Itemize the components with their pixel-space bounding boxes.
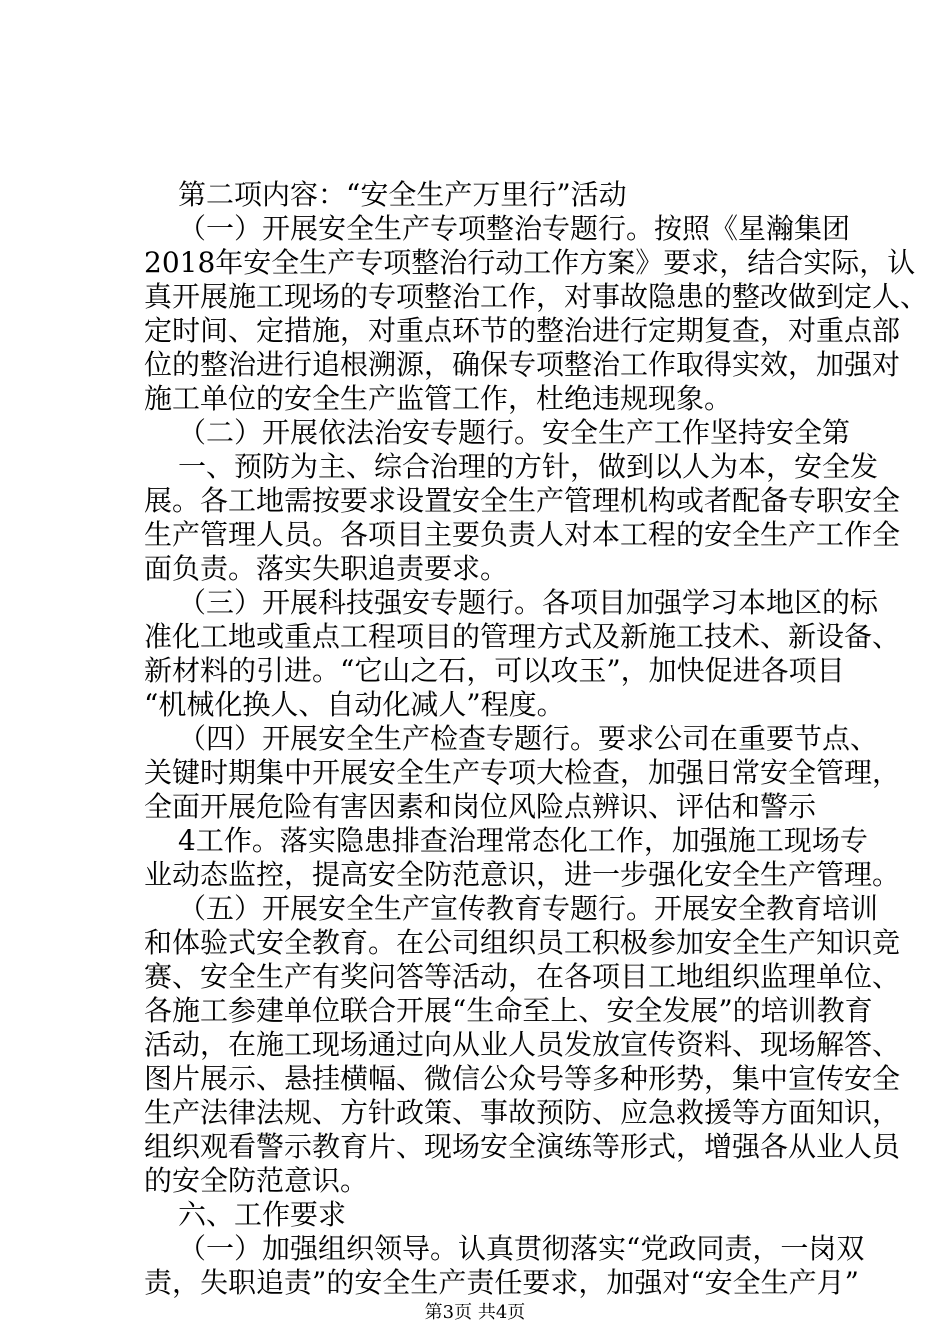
paragraph-line: 图片展示、悬挂横幅、微信公众号等多种形势，集中宣传安全 xyxy=(144,1062,901,1095)
paragraph-line: 和体验式安全教育。在公司组织员工积极参加安全生产知识竞 xyxy=(144,926,901,959)
paragraph-line: （三）开展科技强安专题行。各项目加强学习本地区的标 xyxy=(178,586,879,619)
paragraph-line: 一、预防为主、综合治理的方针，做到以人为本，安全发 xyxy=(178,450,879,483)
paragraph-line: 真开展施工现场的专项整治工作，对事故隐患的整改做到定人、 xyxy=(144,280,929,313)
paragraph-line: 生产管理人员。各项目主要负责人对本工程的安全生产工作全 xyxy=(144,518,901,551)
paragraph-line: （五）开展安全生产宣传教育专题行。开展安全教育培训 xyxy=(178,892,879,925)
paragraph-line: （一）加强组织领导。认真贯彻落实“党政同责，一岗双 xyxy=(178,1232,865,1265)
paragraph-line: 展。各工地需按要求设置安全生产管理机构或者配备专职安全 xyxy=(144,484,901,517)
paragraph-line: 施工单位的安全生产监管工作，杜绝违规现象。 xyxy=(144,382,733,415)
paragraph-line: （一）开展安全生产专项整治专题行。按照《星瀚集团 xyxy=(178,212,851,245)
paragraph-line: 新材料的引进。“它山之石，可以攻玉”，加快促进各项目 xyxy=(144,654,845,687)
paragraph-line: 组织观看警示教育片、现场安全演练等形式，增强各从业人员 xyxy=(144,1130,901,1163)
section-heading: 六、工作要求 xyxy=(178,1198,347,1231)
paragraph-line: 关键时期集中开展安全生产专项大检查，加强日常安全管理， xyxy=(144,756,901,789)
paragraph-line: 活动，在施工现场通过向从业人员发放宣传资料、现场解答、 xyxy=(144,1028,901,1061)
paragraph-line: “机械化换人、自动化减人”程度。 xyxy=(144,688,565,721)
paragraph-line: 各施工参建单位联合开展“生命至上、安全发展”的培训教育 xyxy=(144,994,873,1027)
paragraph-line: 生产法律法规、方针政策、事故预防、应急救援等方面知识， xyxy=(144,1096,901,1129)
paragraph-line: 赛、安全生产有奖问答等活动，在各项目工地组织监理单位、 xyxy=(144,960,901,993)
paragraph-line: （二）开展依法治安专题行。安全生产工作坚持安全第 xyxy=(178,416,851,449)
paragraph-line: 业动态监控，提高安全防范意识，进一步强化安全生产管理。 xyxy=(144,858,901,891)
paragraph-line: 的安全防范意识。 xyxy=(144,1164,369,1197)
paragraph-line: 定时间、定措施，对重点环节的整治进行定期复查，对重点部 xyxy=(144,314,901,347)
paragraph-line: 4工作。落实隐患排查治理常态化工作，加强施工现场专 xyxy=(178,824,868,857)
page-footer: 第3页 共4页 xyxy=(424,1302,526,1323)
paragraph-line: 全面开展危险有害因素和岗位风险点辨识、评估和警示 xyxy=(144,790,817,823)
paragraph-line: 2018年安全生产专项整治行动工作方案》要求，结合实际，认 xyxy=(144,246,916,279)
section-heading: 第二项内容：“安全生产万里行”活动 xyxy=(178,178,627,211)
paragraph-line: （四）开展安全生产检查专题行。要求公司在重要节点、 xyxy=(178,722,879,755)
paragraph-line: 责，失职追责”的安全生产责任要求，加强对“安全生产月” xyxy=(144,1266,859,1299)
paragraph-line: 准化工地或重点工程项目的管理方式及新施工技术、新设备、 xyxy=(144,620,901,653)
paragraph-line: 面负责。落实失职追责要求。 xyxy=(144,552,509,585)
paragraph-line: 位的整治进行追根溯源，确保专项整治工作取得实效，加强对 xyxy=(144,348,901,381)
